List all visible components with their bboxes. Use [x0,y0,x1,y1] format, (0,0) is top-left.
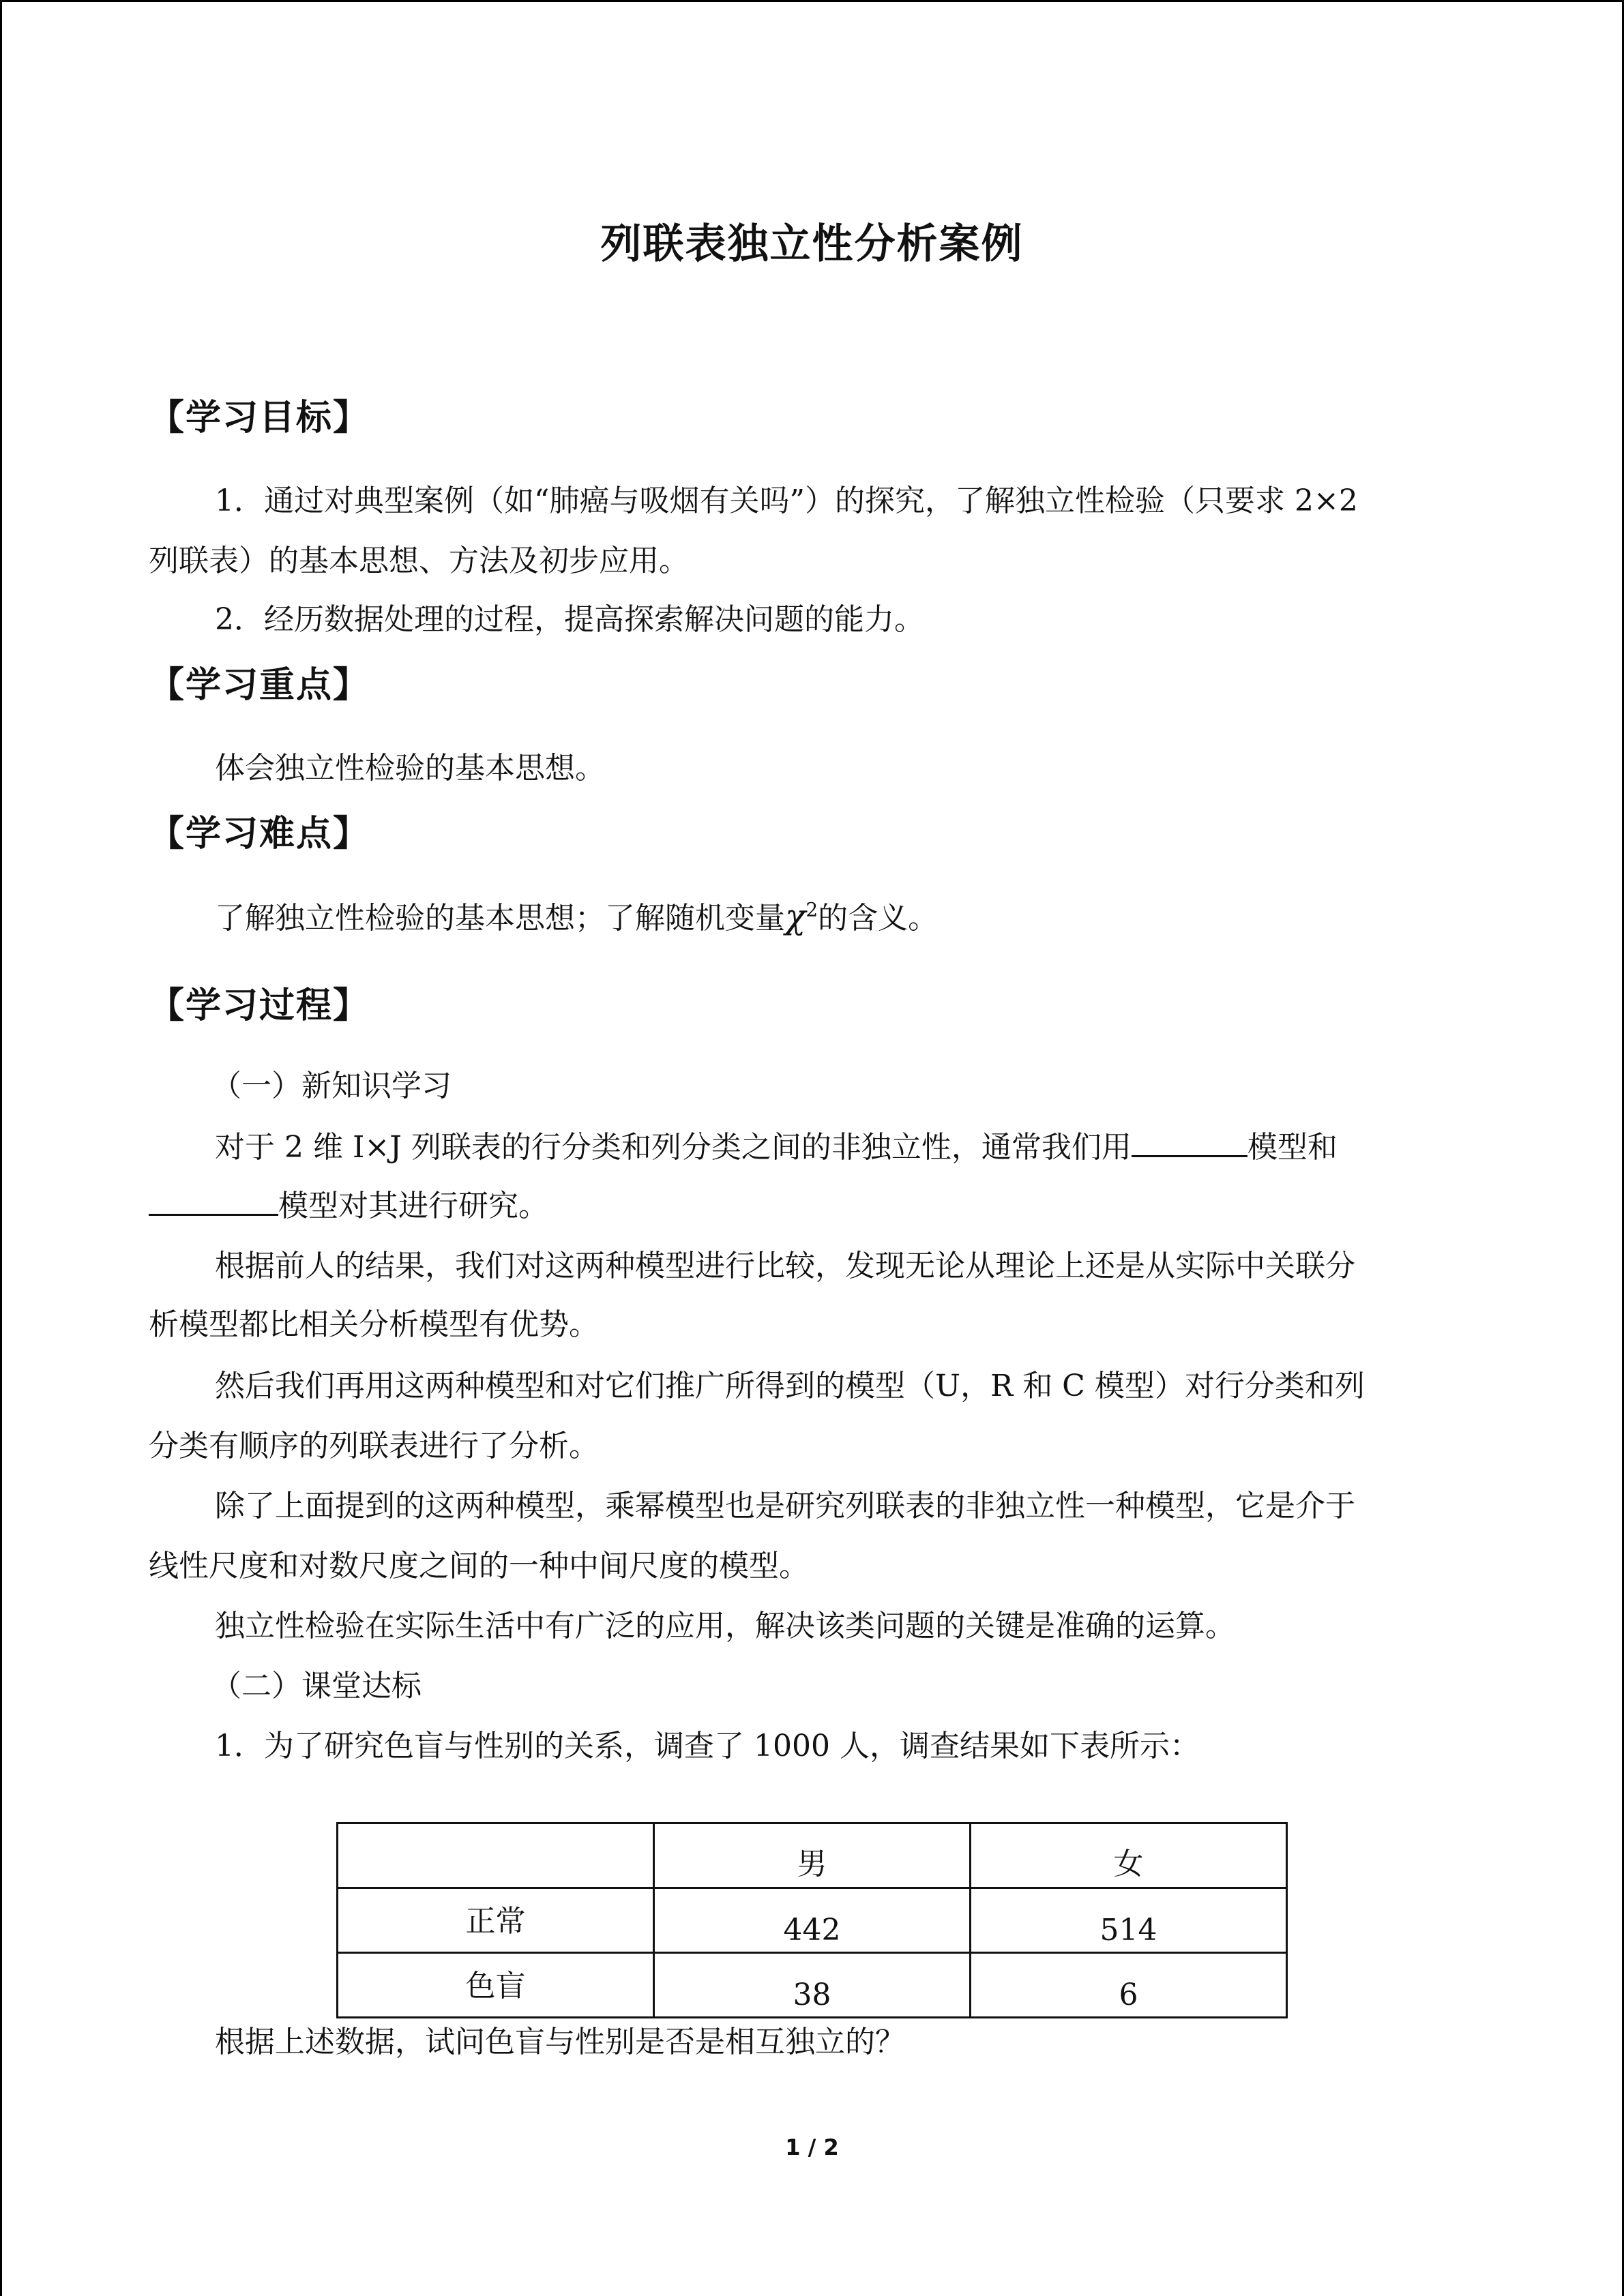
paragraph-5: 独立性检验在实际生活中有广泛的应用，解决该类问题的关键是准确的运算。 [215,1609,1235,1643]
difficulties-text [215,893,938,937]
paragraph-4-line-1: 除了上面提到的这两种模型，乘幂模型也是研究列联表的非独立性一种模型，它是介于 [215,1489,1355,1523]
chi-letter: χ [785,897,806,936]
chi-exponent: 2 [806,898,818,921]
survey-table [336,1822,1288,2018]
objective-1-line-2: 列联表）的基本思想、方法及初步应用。 [149,543,689,578]
table-header-cell: 女 [971,1823,1287,1888]
table-cell: 38 [654,1953,971,2018]
heading-difficulties: 【学习难点】 [149,814,370,854]
objective-1-line-1: 1．通过对典型案例（如“肺癌与吸烟有关吗”）的探究，了解独立性检验（只要求 2×2 [215,483,1358,518]
table-cell: 514 [971,1888,1287,1953]
table-header-cell: 男 [654,1823,971,1888]
table-row [338,1888,1287,1953]
paragraph-3-line-2: 分类有顺序的列联表进行了分析。 [149,1429,599,1463]
paragraph-2-line-1: 根据前人的结果，我们对这两种模型进行比较，发现无论从理论上还是从实际中关联分 [215,1249,1355,1283]
key-points-text: 体会独立性检验的基本思想。 [215,751,605,786]
table-cell: 色盲 [338,1953,654,2018]
difficulties-text-before: 了解独立性检验的基本思想；了解随机变量 [215,901,785,936]
subheading-class-exercise: （二）课堂达标 [211,1669,422,1703]
subheading-new-knowledge: （一）新知识学习 [211,1069,452,1103]
question-1-followup: 根据上述数据，试问色盲与性别是否是相互独立的？ [215,2025,905,2059]
objective-2: 2．经历数据处理的过程，提高探索解决问题的能力。 [215,602,924,637]
table-cell: 正常 [338,1888,654,1953]
heading-process: 【学习过程】 [149,985,370,1026]
table-row [338,1953,1287,2018]
table-header-row [338,1823,1287,1888]
heading-objectives: 【学习目标】 [149,398,370,438]
table-header-cell [338,1823,654,1888]
chi-square-symbol [785,897,818,936]
paragraph-1-text-after: 模型和 [1247,1130,1338,1165]
paragraph-2-line-2: 析模型都比相关分析模型有优势。 [149,1307,599,1342]
paragraph-1-line-2 [149,1181,548,1225]
paragraph-4-line-2: 线性尺度和对数尺度之间的一种中间尺度的模型。 [149,1549,809,1583]
table-cell: 442 [654,1888,971,1953]
heading-key-points: 【学习重点】 [149,665,370,706]
paragraph-1-line-1 [215,1122,1338,1166]
page-number: 1 / 2 [785,2134,839,2160]
paragraph-1-text-before: 对于 2 维 I×J 列联表的行分类和列分类之间的非独立性，通常我们用 [215,1130,1132,1165]
difficulties-text-after: 的含义。 [818,901,939,936]
paragraph-1-line-2-text: 模型对其进行研究。 [278,1189,548,1223]
paragraph-3-line-1: 然后我们再用这两种模型和对它们推广所得到的模型（U，R 和 C 模型）对行分类和列 [215,1369,1365,1403]
fill-blank-1[interactable] [1132,1128,1247,1157]
fill-blank-2[interactable] [149,1187,278,1216]
page-title: 列联表独立性分析案例 [600,220,1024,268]
table-cell: 6 [971,1953,1287,2018]
question-1: 1．为了研究色盲与性别的关系，调查了 1000 人，调查结果如下表所示： [215,1729,1200,1763]
